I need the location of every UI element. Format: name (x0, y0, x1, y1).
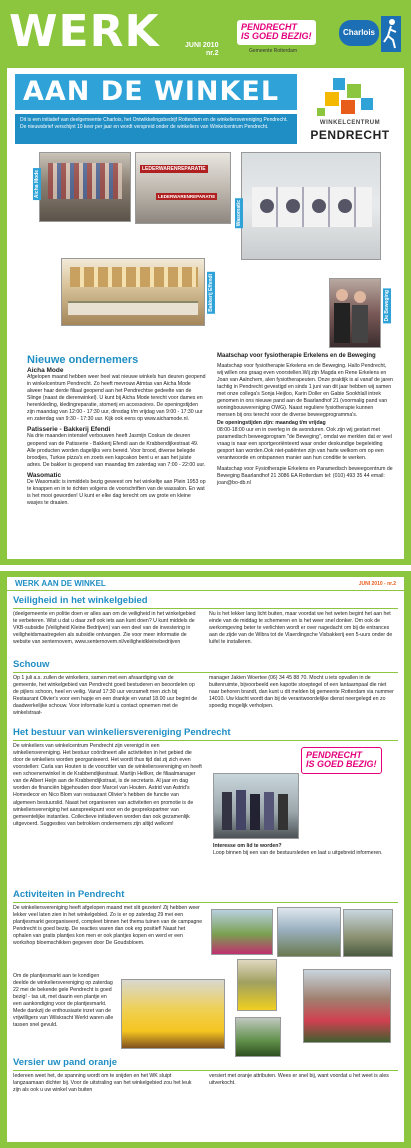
page-2-header (7, 577, 404, 591)
section-title-veiligheid: Veiligheid in het winkelgebied (13, 595, 148, 606)
gemeente-logo (249, 48, 297, 54)
fysio-hours-text: 08:00-18:00 uur en in overleg in de avonduren. Ook zijn wij gestart met paramedisch beweegprogram "de Beweging", omdat we merkten dat er veel vraag is naar een sportgeoriënteerd waar onder deskundige begeleiding gesport kan worden.Ook niet-patiënten zijn van harte welkom om op een verantwoorde en ontspannen manier aan hun conditie te werken. (217, 426, 392, 461)
schouw-right-text: manager Jakien Woertee (06) 34 45 88 70. Mocht u iets opvallen in de buitenruimte, bijvoorbeeld een kapotte stoeptegel of een lantaarnpaal die niet naar behoren brandt, dan kunt u dit melden bij gemeente Rotterdam via nummer 14010. Uw klacht wordt dan bij de verantwoordelijke dienst neergelegd en zo spoedig mogelijk verholpen. (209, 675, 394, 710)
issue-date: JUNI 2010 (185, 42, 219, 49)
photo-bakkerij-efendi (61, 258, 205, 326)
section-divider (13, 672, 398, 673)
aicha-heading: Aicha Mode (27, 367, 64, 374)
winkelcentrum-logo (307, 76, 393, 142)
column-new-entrepreneurs (27, 354, 207, 507)
fysio-text: Maatschap voor fysiotherapie Erkelens en de Beweging. Hallo Pendrecht, wij willen ons graag even voorstellen.Wij zijn Magda en Rene Erkelens en Joan van Aalnchem, alen fysiotherapeuten. Onze praktijk is al vanaf de jaren tachtig in Pendrecht gevestigd en sinds 1 juni van dit jaar hebben wij samen met onze collega's Sonja Heijloo, Karin Doller en Gabie Sookhlall intrek genomen in ons nieuwe pand aan de Baarlandhof 21 (voormalig pand van woningbouwvereniging OWG). Naast reguliere fysiotherapie kunnen mensen bij ons terecht voor de diverse beweegprogramma's. (217, 363, 393, 419)
photo-bestuur (213, 773, 299, 839)
section-divider (13, 740, 398, 741)
gemeente-label: Gemeente Rotterdam (249, 48, 298, 54)
wasomatic-heading: Wasomatic (27, 471, 62, 479)
newsletter-page-2 (0, 571, 411, 1148)
bestuur-caption-text: Loop binnen bij een van de bestuursleden en laat u uitgebreid informeren. (213, 850, 383, 857)
photo-plantjesmarkt-1 (211, 909, 273, 955)
veiligheid-right-text: Nu is het lekker lang licht buiten, maar voordat we het weten begint het aan het einde van de middag te schemeren en is het weer snel donker. Om ook de werkomgeving beter te verlichten wordt er over nagedacht om bij de entrances aan de zijde van de Wibra tot de Vlaerdingsche Visbakkerij een 5-uurs onder de luifel te installeren. (209, 611, 393, 646)
page-2-sheet (7, 577, 404, 1142)
photo-lederwaren (135, 152, 231, 224)
fysio-heading: Maatschap voor fysiotherapie Erkelens en de Beweging (217, 353, 376, 359)
photo-de-beweging (329, 278, 381, 348)
section-title-versier: Versier uw pand oranje (13, 1057, 118, 1068)
intro-text: Dit is een initiatief van deelgemeente Charlois, het Ontwikkelingsbedrijf Rotterdam en de winkeliersvereniging Pendrecht. De nieuwsbrief verschijnt 10 keer per jaar en wordt verspreid onder de winkeliers van Winkelcentrum Pendrecht. (15, 114, 297, 144)
issue-info (185, 42, 218, 59)
versier-right-text: versiert met oranje attributen. Wees er snel bij, want voordat u het weet is ales uitverkocht. (209, 1073, 389, 1087)
photo-plantjesmarkt-4 (237, 959, 277, 1011)
logo-line-2: PENDRECHT (310, 128, 390, 142)
page-title-bar (15, 74, 297, 110)
photo-tag-wasomatic: Wasomatic (236, 200, 242, 227)
slogan-line-2: IS GOED BEZIG! (241, 31, 312, 42)
page-1-sheet (7, 6, 404, 559)
activiteiten-text-2: Om de plantjesmarkt aan te kondigen deelde de winkeliersvereniging op zaterdag 22 mei de bekende gele Pendrecht is goed bezig! - tas uit, met daarin een plantje en een aankondiging voor de plantjesmarkt. Mede dankzij de enthousiaste inzet van de vrijwilligers van Wilskracht Werkt waren alle tassen snel gevuld. (13, 973, 114, 1029)
photo-wasomatic (241, 152, 381, 260)
page-1-content (7, 68, 404, 559)
section-title-activiteiten: Activiteiten in Pendrecht (13, 889, 125, 900)
photo-plantjesmarkt-6 (121, 979, 225, 1049)
heading-new-entrepreneurs: Nieuwe ondernemers (27, 354, 139, 366)
aicha-text: Afgelopen maand hebben weer heel wat nieuwe winkels hun deuren geopend in winkelcentrum Pendrecht. Zo heeft mevrouw Atmtas van Aicha Mode alweer haar derde filiaal geopend aan het Pendrechtse gedeelte van de Slinge (naast de dierenwinkel). U kunt bij Aicha Mode terecht voor dames en herenkleding, kledingreparatie, stomerij en accessoires. De openingstijden zijn maandag van 12:00 - 17:30 uur, dinsdag t/m vrijdag van 9:00 - 17:30 uur en zaterdag van 9:30 - 17:30 uur. Kijk ook eens op www.aichamode.nl. (27, 374, 206, 423)
section-title-bestuur: Het bestuur van winkeliersvereniging Pendrecht (13, 727, 231, 738)
photo-aicha-mode (39, 152, 131, 222)
bestuur-badge-line-1: PENDRECHT (306, 750, 363, 760)
patisserie-text: Na drie maanden intensief verbouwen heeft Jasmijn Coskun de deuren geopend van de Patisserie - Bakkerij Efendi aan de Krabbendijkestraat 49. Alle producten worden dagelijks vers bereid. Voor brood, diverse belegde broodjes, Turkse pizza's en zoets een kapcakon bent u er aan het juiste adres. De bakker is geopend van maandag tim zaterdag van 7:00 - 22:00 uur. (27, 433, 206, 468)
slogan-line-1: PENDRECHT (241, 22, 298, 32)
bestuur-slogan-badge (301, 747, 382, 774)
patisserie-heading: Patisserie - Bakkerij Efendi (27, 426, 111, 434)
logo-squares-icon (317, 78, 387, 116)
column-fysiotherapie (217, 350, 393, 487)
runner-icon (381, 16, 401, 52)
section-title-schouw: Schouw (13, 659, 50, 670)
page-title: AAN DE WINKEL (23, 76, 280, 107)
section-divider (13, 902, 398, 903)
issue-number: nr.2 (206, 50, 219, 58)
page-2-header-issue: JUNI 2010 - nr.2 (358, 581, 396, 587)
photo-tag-beweging: De Beweging (384, 290, 390, 322)
photo-tag-bakkerij: Bakkerij Effendi (208, 274, 214, 312)
photo-plantjesmarkt-2 (277, 907, 341, 957)
schouw-left-text: Op 1 juli a.s. zullen de winkeliers, samen met een afvaardiging van de gemeente, het winkelgebied van Pendrecht goed bestuderen en beoordelen op de pijlers schoon, heel en veilig. Vanaf 17:30 uur verzamelt men zich bij Restaurant Olivier's voor een hapje en een drankje en vanaf 18.00 uur begint de daadwerkelijke schouw. Voor informatie kunt u contact opnemen met de winkelstraat- (13, 675, 198, 717)
section-divider (13, 608, 398, 609)
fysio-hours-heading: De openingstijden zijn: maandag t/m vrijdag (217, 419, 326, 426)
bestuur-caption-title: Interesse om lid te worden? (213, 843, 282, 849)
masthead-title: WERK (9, 6, 160, 57)
photo-plantjesmarkt-3 (343, 909, 393, 957)
photo-plantjesmarkt-5 (303, 969, 391, 1043)
bestuur-caption (213, 843, 393, 857)
charlois-logo: Charlois (339, 20, 379, 46)
masthead (7, 6, 404, 68)
activiteiten-text: De winkeliersvereniging heeft afgelopen maand met slit gezeten! Zij hebben weer lekker veel laten zien in het winkelgebied. Zo is er op zaterdag 29 mei een plantjesmarkt georganiseerd, compleet binnen het thema tuinen van de campagne Pendrecht is goed bezig. De reacties waren dan ook erg positief! Naast het ophalen van gratis plantjes kon men er ook plantjes kopen en werd er een workshop bloemschikken gegeven door De Goudsbloem. (13, 905, 203, 947)
newsletter-page-1 (0, 0, 411, 565)
shop-sign-2: LEDERWARENREPARATIE (158, 194, 216, 199)
page-2-header-title: WERK AAN DE WINKEL (15, 579, 106, 588)
slogan-badge (237, 20, 316, 45)
versier-left-text: Iedereen weet het, de spanning wordt om te snijden en het WK sluipt langzaamaan dichter bij. Voor de uitstraling van het winkelgebied zou het leuk zijn als ook u uw winkel van buiten (13, 1073, 192, 1094)
logo-line-1: WINKELCENTRUM (319, 120, 381, 126)
wasomatic-text: De Wasomatic is inmiddels bezig geweest om het winkeltje aan Plein 1953 op te knappen en in te richten volgens de voorschriften van de wassalon. En wat is het mooi geworden! U kunt er elke dag terecht om uw grote en kleine wasjes te draaien. (27, 478, 206, 506)
photo-plantjesmarkt-7 (235, 1017, 281, 1057)
bestuur-badge-line-2: IS GOED BEZIG! (306, 759, 377, 770)
bestuur-text: De winkeliers van winkelcentrum Pendrecht zijn verenigd in een winkeliersvereniging. Het bestuur coördineert alle activiteiten in het gebied die door de winkeliers worden georganiseerd. Het wordt thus tijd dat zij zich even voorstellen: Carla van Houten is de voorzitter van de winkeliersvereniging en heeft een schoenenwinkel in de Krabbendijkestraat. Martijn Hellker, de filiaalmanager van de Albert Heijn aan de Krabbendijkstraat, is de secretaris. Al jaar en dag worden de financiën bijgehouden door Marcel van Houten. Astrid van Astrid's Homedecor en Nico Blom van restaurant Olivier's hebben de functie van algemeen bestuurslid. Naast het organiseren van activiteiten en promotie is de winkeliersvereniging het aanspreekpunt voor en de gesprekspartner van gemeentelijke instanties. Collectieve initiatieven worden dan ook gezamenlijk uitgevoerd. Suggesties van betrokken ondernemers zijn altijd welkom! (13, 743, 202, 827)
shop-sign-1: LEDERWARENREPARATIE (142, 166, 206, 172)
veiligheid-left-text: (deelgemeente en politie doen er alles aan om de veiligheid in het winkelgebied te verbeteren. Wist u dat u daar zelf ook iets aan kunt doen? U kunt middels de VKB-subsidie (Veiligheid Kleine Bedrijven) van een deel van de investering in veiligheidsmaatregelen als subsidie ontvangen. Zie voor meer informatie de website van senternovem, www.senternovem.nl/veiligheidkleinebedrijven (13, 611, 196, 646)
section-divider (13, 1070, 398, 1071)
photo-tag-aicha: Aicha Mode (34, 170, 40, 199)
fysio-address: Maatschap voor Fysiotherapie Erkelens en Paramedisch beweegcentrum de Beweging Baarlandhof 21 3086 EA Rotterdam tel: (010) 493 35 44 email: joan@bo-db.nl (217, 465, 393, 486)
